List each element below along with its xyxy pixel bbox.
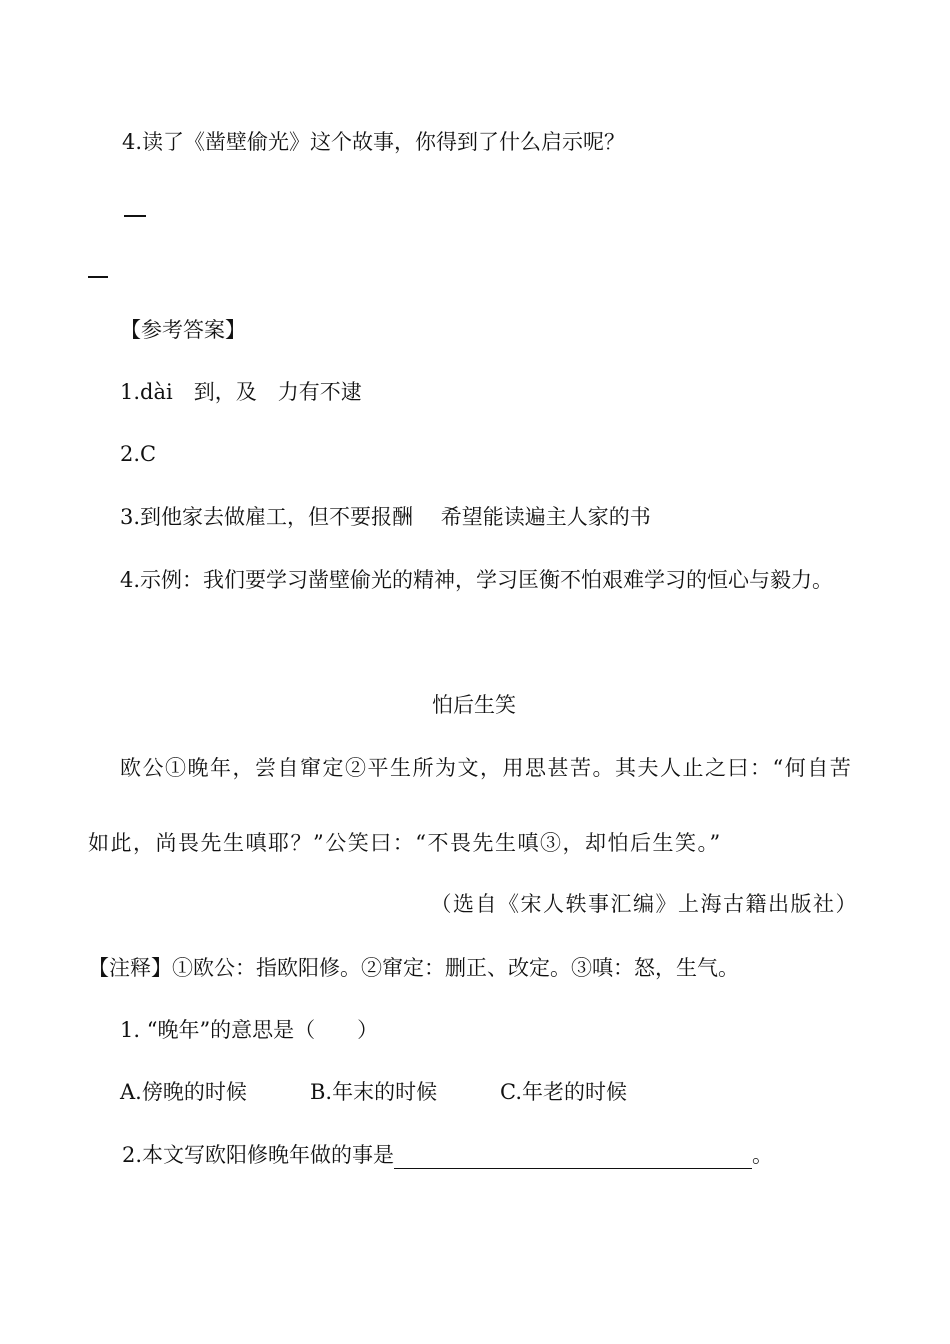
- question-1: 1. “晚年”的意思是（ ）: [120, 1018, 379, 1042]
- question-1-options: [120, 1078, 627, 1106]
- passage-line-1: 欧公①晚年，尝自窜定②平生所为文，用思甚苦。其夫人止之曰：“何自苦: [120, 756, 853, 780]
- option-b: B.年末的时候: [310, 1080, 438, 1104]
- answer-3: 3.到他家去做雇工，但不要报酬 希望能读遍主人家的书: [120, 505, 651, 529]
- passage-title: 怕后生笑: [432, 693, 516, 717]
- passage-source: （选自《宋人轶事汇编》上海古籍出版社）: [430, 892, 858, 916]
- answer-2: 2.C: [120, 442, 157, 466]
- option-a: A.傍晚的时候: [120, 1080, 247, 1104]
- question-2-prefix: 2.本文写欧阳修晚年做的事是: [122, 1143, 395, 1167]
- answer-line-2: [88, 276, 108, 278]
- passage-notes: 【注释】①欧公：指欧阳修。②窜定：删正、改定。③嗔：怒，生气。: [88, 956, 739, 980]
- answers-header: 【参考答案】: [120, 318, 246, 342]
- question-4-prev: 4.读了《凿壁偷光》这个故事，你得到了什么启示呢？: [122, 130, 626, 154]
- answer-blank: [394, 1146, 752, 1169]
- answer-line-1: [124, 215, 146, 217]
- option-c: C.年老的时候: [500, 1080, 627, 1104]
- answer-4: 4.示例：我们要学习凿壁偷光的精神，学习匡衡不怕艰难学习的恒心与毅力。: [120, 568, 834, 592]
- answer-1: 1.dài 到，及 力有不逮: [120, 380, 362, 404]
- passage-line-2: 如此，尚畏先生嗔耶？”公笑曰：“不畏先生嗔③，却怕后生笑。”: [88, 831, 722, 855]
- question-2: [122, 1141, 773, 1169]
- question-2-suffix: 。: [752, 1143, 774, 1167]
